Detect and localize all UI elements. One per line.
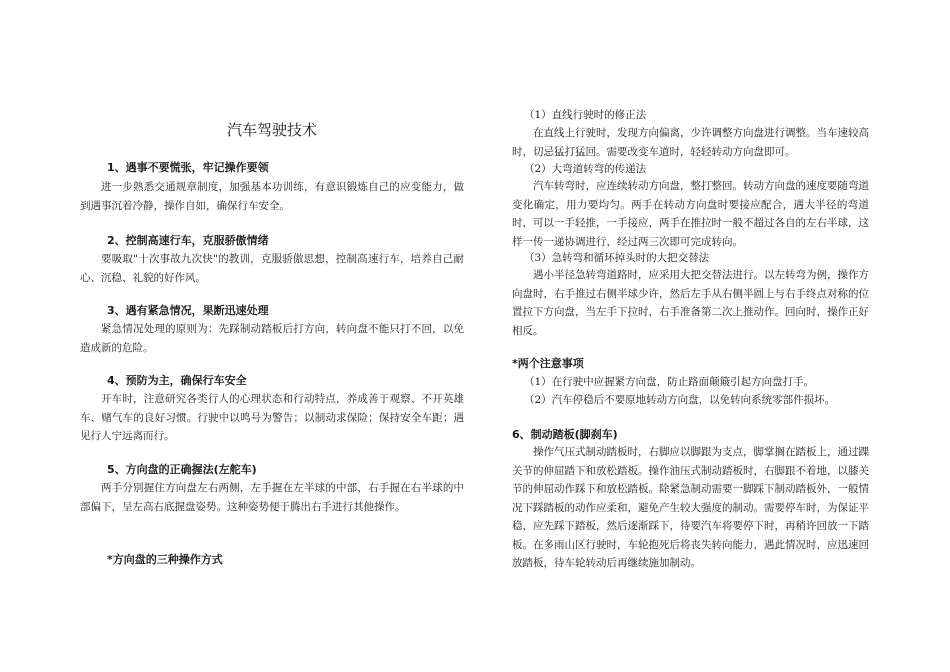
method-2-heading: （2）大弯道转弯的传递法 [524, 163, 647, 175]
section-6-heading: 6、制动踏板(脚刹车) [512, 428, 618, 441]
note-1: （1）在行驶中应握紧方向盘，防止路面颠簸引起方向盘打手。 [524, 376, 815, 388]
steering-methods-heading: *方向盘的三种操作方式 [107, 553, 223, 566]
section-3-body: 紧急情况处理的原则为：先踩制动踏板后打方向，转向盘不能只打不回，以免造成新的危险。 [80, 323, 464, 354]
section-1-body: 进一步熟悉交通规章制度，加强基本功训练，有意识锻炼自己的应变能力，做到遇事沉着冷静，操作自如，确保行车安全。 [80, 181, 464, 212]
section-4-heading: 4、预防为主，确保行车安全 [107, 374, 247, 387]
notes-heading: *两个注意事项 [512, 357, 584, 370]
method-3-heading: （3）急转弯和循环掉头时的大把交替法 [524, 252, 710, 264]
section-2-heading: 2、控制高速行车，克服骄傲情绪 [107, 234, 269, 247]
section-5-heading: 5、方向盘的正确握法(左舵车) [107, 463, 257, 476]
section-4-body: 开车时，注意研究各类行人的心理状态和行动特点，养成善于观察、不开英雄车、赌气车的良好习惯。行驶中以鸣号为警告；以制动求保险；保持安全车距；遇见行人宁远离而行。 [80, 393, 464, 442]
method-1-heading: （1）直线行驶时的修正法 [524, 109, 647, 121]
section-2-body: 要吸取"十次事故九次快"的教训，克服骄傲思想，控制高速行车，培养自己耐心、沉稳、礼貌的好作风。 [80, 253, 464, 284]
section-6-body: 操作气压式制动踏板时，右脚应以脚跟为支点，脚掌搁在踏板上，通过踝关节的伸屈踏下和放松踏板。操作油压式制动踏板时，右脚跟不着地，以膝关节的伸屈动作踩下和放松踏板。除紧急制动需要一脚踩下制动踏板外，一般情况下踩踏板的动作应柔和，避免产生较大强度的制动。需要停车时，为保证平稳，应先踩下踏板，然后逐渐踩下，待要汽车将要停下时，再稍许回放一下踏板。在多雨山区行驶时，车轮抱死后将丧失转向能力，遇此情况时，应迅速回放踏板，待车轮转动后再继续施加制动。 [512, 446, 869, 569]
section-3-heading: 3、遇有紧急情况，果断迅速处理 [107, 304, 269, 317]
method-3-body: 遇小半径急转弯道路时，应采用大把交替法进行。以左转弯为例，操作方向盘时，右手推过右侧半球少许，然后左手从右侧半圆上与右手终点对称的位置拉下方向盘，当左手下拉时，右手准备第二次上推动作。回向时，操作正好相反。 [512, 269, 869, 337]
method-2-body: 汽车转弯时，应连续转动方向盘，整打整回。转动方向盘的速度要随弯道变化确定，用力要均匀。两手在转动方向盘时要接应配合，遇大半径的弯道时，可以一手轻推，一手接应，两手在推拉时一般不超过各自的左右半球，这样一传一递协调进行，经过两三次即可完成转向。 [512, 180, 869, 248]
method-1-body: 在直线上行驶时，发现方向偏离，少许调整方向盘进行调整。当车速较高时，切忌猛打猛回。需要改变车道时，轻轻转动方向盘即可。 [512, 127, 869, 158]
document-title: 汽车驾驶技术 [226, 121, 317, 139]
section-5-body: 两手分别握住方向盘左右两侧，左手握在左半球的中部，右手握在右半球的中部偏下，呈左高右底握盘姿势。这种姿势便于腾出右手进行其他操作。 [80, 482, 464, 513]
note-2: （2）汽车停稳后不要原地转动方向盘，以免转向系统零部件损坏。 [524, 394, 836, 406]
section-1-heading: 1、遇事不要慌张，牢记操作要领 [107, 161, 269, 174]
